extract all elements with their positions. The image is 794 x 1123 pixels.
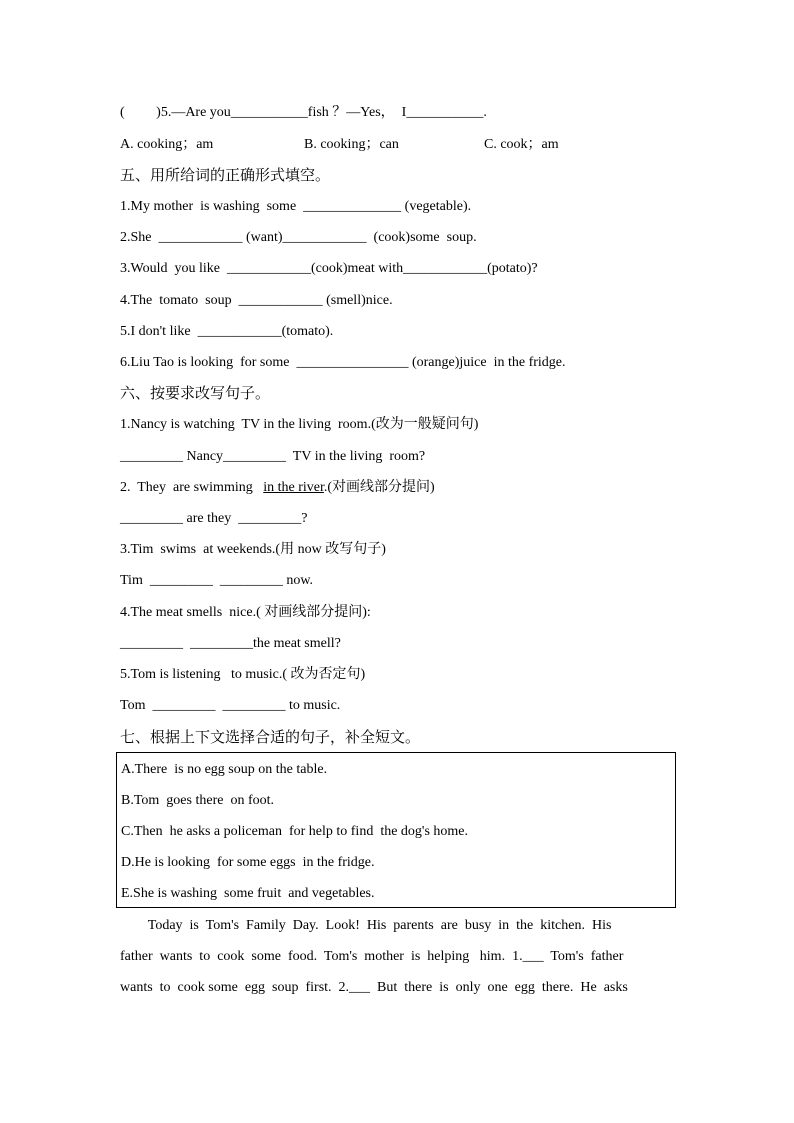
section-5-item-6: 6.Liu Tao is looking for some ________________ (orange)juice in the fridge. (120, 355, 566, 370)
section-6-answer-4: _________ _________the meat smell? (120, 636, 341, 651)
section-6-question-3: 3.Tim swims at weekends.(用 now 改写句子) (120, 542, 386, 557)
section-6-question-4: 4.The meat smells nice.( 对画线部分提问): (120, 605, 371, 620)
choice-d: D.He is looking for some eggs in the fridge. (121, 855, 375, 870)
section-6-answer-3: Tim _________ _________ now. (120, 573, 314, 588)
choice-a: A.There is no egg soup on the table. (121, 762, 328, 777)
choices-box (116, 752, 676, 908)
passage-line-3: wants to cook some egg soup first. 2.___ But there is only one egg there. He asks (120, 980, 628, 995)
choice-e: E.She is washing some fruit and vegetables. (121, 886, 375, 901)
choice-c: C.Then he asks a policeman for help to find the dog's home. (121, 824, 468, 839)
section-7-heading: 七、根据上下文选择合适的句子，补全短文。 (120, 728, 421, 746)
question-2-post: .(对画线部分提问) (323, 480, 435, 495)
section-6-answer-5: Tom _________ _________ to music. (120, 698, 341, 713)
section-6-answer-1: _________ Nancy_________ TV in the living room? (120, 449, 426, 464)
option-c: C. cook；am (484, 137, 559, 152)
section-5-item-3: 3.Would you like ____________(cook)meat with____________(potato)? (120, 261, 538, 276)
section-6-heading: 六、按要求改写句子。 (120, 384, 271, 402)
section-6-question-1: 1.Nancy is watching TV in the living room.(改为一般疑问句) (120, 417, 479, 432)
option-a: A. cooking；am (120, 137, 214, 152)
section-5-heading: 五、用所给词的正确形式填空。 (120, 166, 331, 184)
section-5-item-1: 1.My mother is washing some ______________ (vegetable). (120, 199, 472, 214)
section-5-item-5: 5.I don't like ____________(tomato). (120, 324, 334, 339)
underlined-phrase: in the river (263, 480, 324, 495)
section-6-answer-2: _________ are they _________? (120, 511, 308, 526)
section-6-question-2 (120, 479, 435, 497)
option-b: B. cooking；can (304, 137, 399, 152)
passage-line-2: father wants to cook some food. Tom's mother is helping him. 1.___ Tom's father (120, 949, 624, 964)
section-6-question-5: 5.Tom is listening to music.( 改为否定句) (120, 667, 366, 682)
question-2-pre: 2. They are swimming (120, 480, 264, 495)
section-5-item-4: 4.The tomato soup ____________ (smell)nice. (120, 293, 393, 308)
question-5: ( )5.—Are you___________fish ？—Yes， I___________. (120, 105, 487, 120)
section-5-item-2: 2.She ____________ (want)____________ (cook)some soup. (120, 230, 477, 245)
choice-b: B.Tom goes there on foot. (121, 793, 274, 808)
passage-line-1: Today is Tom's Family Day. Look! His parents are busy in the kitchen. His (120, 918, 612, 933)
